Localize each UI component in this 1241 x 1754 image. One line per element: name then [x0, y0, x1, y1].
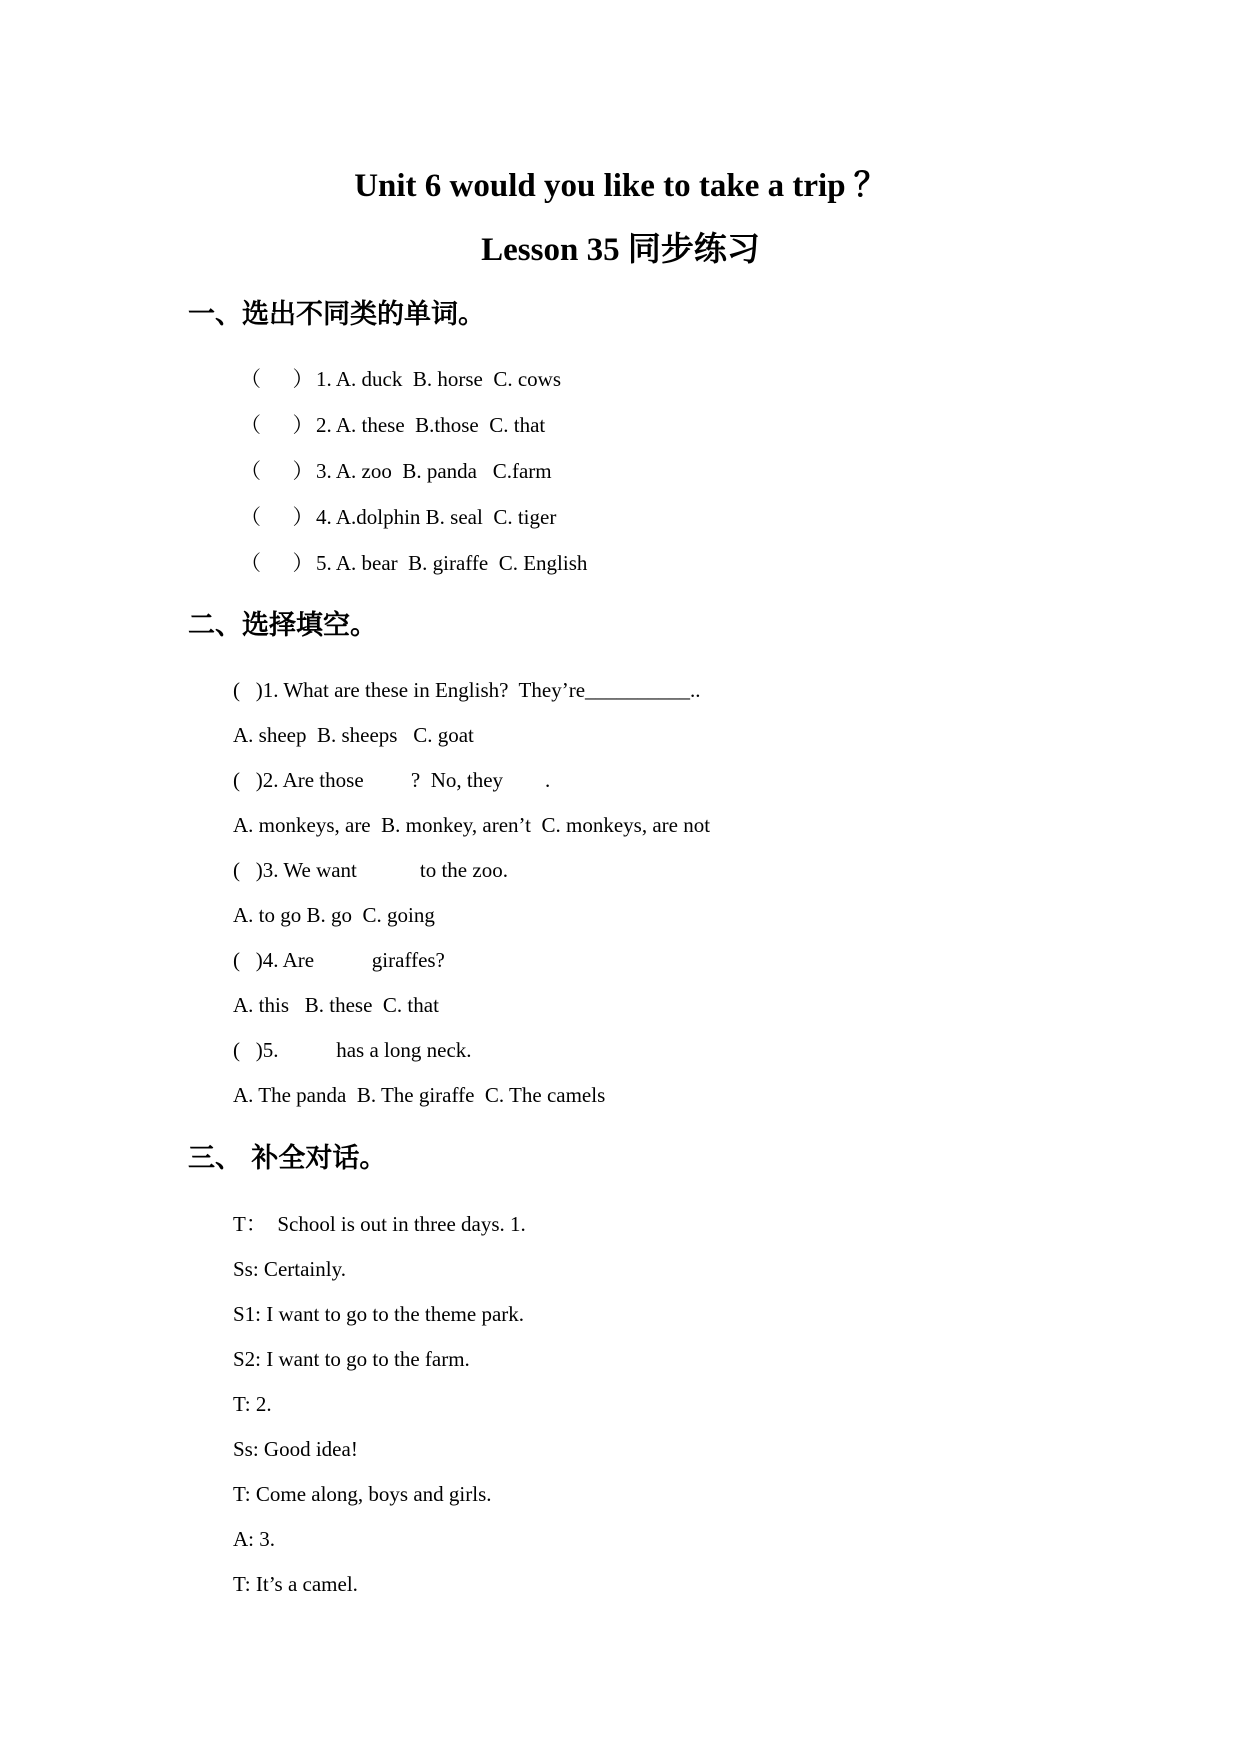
dialogue-line-5: T: 2. [233, 1392, 272, 1416]
dialogue-line-9: T: It’s a camel. [233, 1572, 358, 1596]
answer-parentheses: （ ） [240, 551, 314, 575]
section-2-question-1: ( )1. What are these in English? They’re__________.. [233, 678, 701, 702]
worksheet-title: Unit 6 would you like to take a trip ？ [354, 168, 887, 204]
section-2-options-5: A. The panda B. The giraffe C. The camels [233, 1083, 606, 1107]
section-1-question-3 [240, 458, 552, 484]
answer-parentheses: （ ） [240, 367, 314, 391]
section-2-heading: 二、选择填空。 [188, 610, 377, 641]
question-text: 2. A. these B.those C. that [316, 413, 546, 437]
section-2-question-3: ( )3. We want to the zoo. [233, 858, 508, 882]
section-1-question-1 [240, 366, 561, 392]
section-2-options-3: A. to go B. go C. going [233, 903, 435, 927]
section-2-question-4: ( )4. Are giraffes? [233, 948, 445, 972]
answer-parentheses: （ ） [240, 505, 314, 529]
dialogue-line-4: S2: I want to go to the farm. [233, 1347, 470, 1371]
section-1-question-4 [240, 504, 556, 530]
question-text: 4. A.dolphin B. seal C. tiger [316, 505, 557, 529]
dialogue-line-3: S1: I want to go to the theme park. [233, 1302, 525, 1326]
dialogue-line-1: T： School is out in three days. 1. [233, 1212, 526, 1236]
question-text: 1. A. duck B. horse C. cows [316, 367, 561, 391]
dialogue-line-2: Ss: Certainly. [233, 1257, 346, 1281]
section-1-heading: 一、选出不同类的单词。 [188, 299, 485, 330]
section-2-options-1: A. sheep B. sheeps C. goat [233, 723, 474, 747]
question-text: 3. A. zoo B. panda C.farm [316, 459, 552, 483]
answer-parentheses: （ ） [240, 459, 314, 483]
dialogue-line-7: T: Come along, boys and girls. [233, 1482, 492, 1506]
lesson-subtitle: Lesson 35 同步练习 [481, 232, 760, 268]
section-2-question-5: ( )5. has a long neck. [233, 1038, 472, 1062]
section-2-question-2: ( )2. Are those ? No, they . [233, 768, 551, 792]
section-2-options-4: A. this B. these C. that [233, 993, 439, 1017]
dialogue-line-8: A: 3. [233, 1527, 275, 1551]
section-2-options-2: A. monkeys, are B. monkey, aren’t C. monkeys, are not [233, 813, 711, 837]
question-text: 5. A. bear B. giraffe C. English [316, 551, 588, 575]
dialogue-line-6: Ss: Good idea! [233, 1437, 358, 1461]
section-3-heading: 三、 补全对话。 [188, 1143, 387, 1174]
section-1-question-5 [240, 550, 587, 576]
answer-parentheses: （ ） [240, 413, 314, 437]
section-1-question-2 [240, 412, 545, 438]
